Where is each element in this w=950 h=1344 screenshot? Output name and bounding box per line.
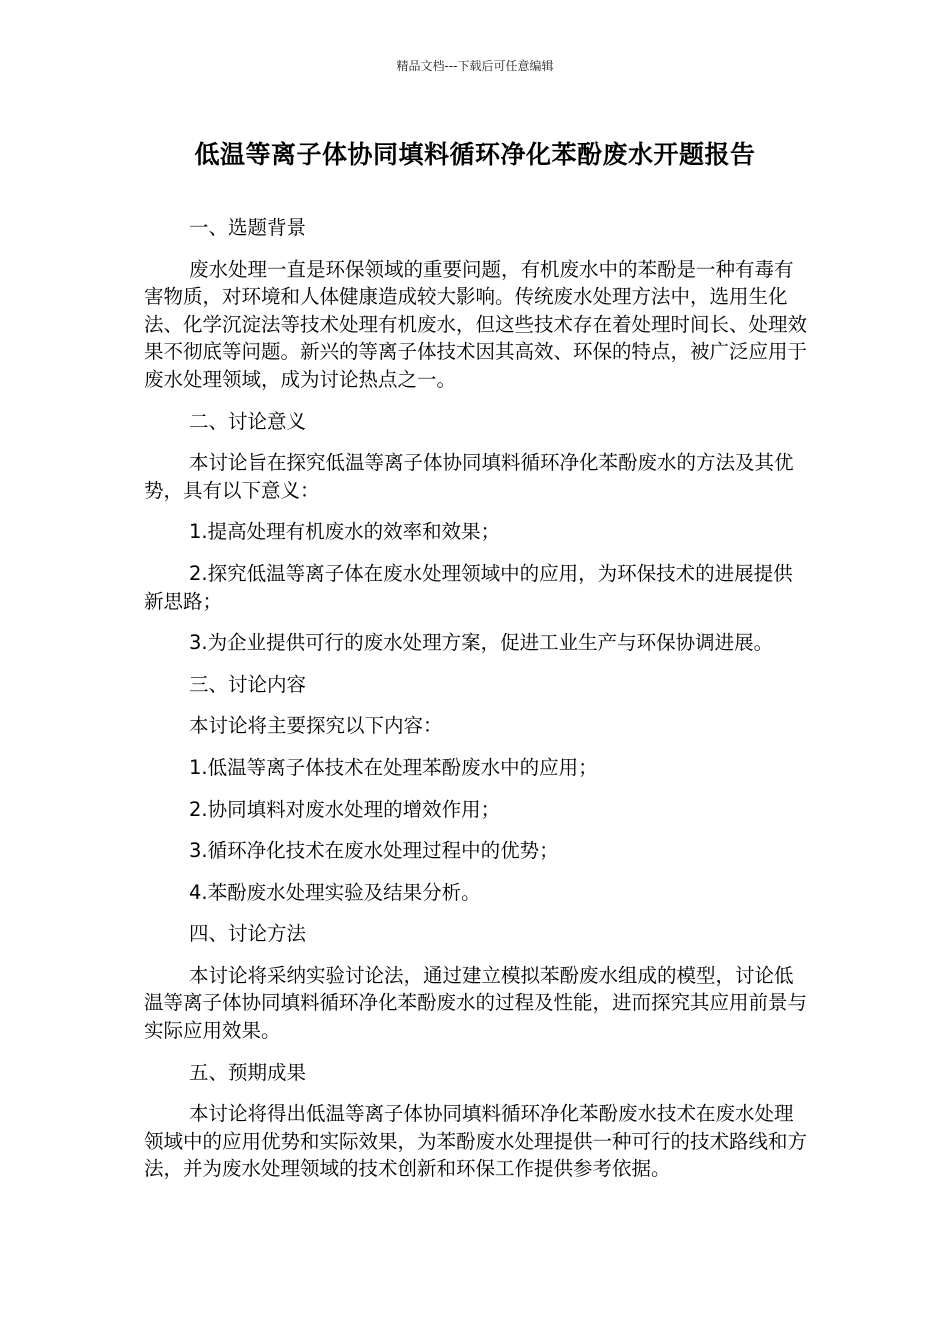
list-item: 3.循环净化技术在废水处理过程中的优势； bbox=[189, 839, 559, 863]
list-item: 2.协同填料对废水处理的增效作用； bbox=[189, 797, 501, 821]
section-heading-content: 三、讨论内容 bbox=[189, 672, 307, 696]
document-body bbox=[144, 214, 809, 1197]
list-item: 1.提高处理有机废水的效率和效果； bbox=[189, 520, 501, 544]
list-item: 1.低温等离子体技术在处理苯酚废水中的应用； bbox=[189, 755, 598, 779]
paragraph-significance-intro: 本讨论旨在探究低温等离子体协同填料循环净化苯酚废水的方法及其优势，具有以下意义： bbox=[144, 451, 794, 502]
section-heading-methods: 四、讨论方法 bbox=[189, 922, 307, 946]
list-item: 2.探究低温等离子体在废水处理领域中的应用，为环保技术的进展提供新思路； bbox=[144, 561, 793, 613]
paragraph-expected-results: 本讨论将得出低温等离子体协同填料循环净化苯酚废水技术在废水处理领域中的应用优势和实际效果，为苯酚废水处理提供一种可行的技术路线和方法，并为废水处理领域的技术创新和环保工作提供参考依据。 bbox=[144, 1102, 808, 1181]
page-header-note: 精品文档---下载后可任意编辑 bbox=[396, 59, 554, 73]
paragraph-content-intro: 本讨论将主要探究以下内容： bbox=[189, 714, 443, 738]
section-heading-expected-results: 五、预期成果 bbox=[189, 1060, 307, 1084]
section-heading-significance: 二、讨论意义 bbox=[189, 409, 307, 433]
list-item: 3.为企业提供可行的废水处理方案，促进工业生产与环保协调进展。 bbox=[189, 631, 774, 655]
section-heading-background: 一、选题背景 bbox=[189, 216, 307, 239]
list-item: 4.苯酚废水处理实验及结果分析。 bbox=[189, 880, 481, 904]
paragraph-background: 废水处理一直是环保领域的重要问题，有机废水中的苯酚是一种有毒有害物质，对环境和人体健康造成较大影响。传统废水处理方法中，选用生化法、化学沉淀法等技术处理有机废水，但这些技术存在着处理时间长、处理效果不彻底等问题。新兴的等离子体技术因其高效、环保的特点，被广泛应用于废水处理领域，成为讨论热点之一。 bbox=[144, 257, 808, 391]
document-title: 低温等离子体协同填料循环净化苯酚废水开题报告 bbox=[194, 140, 756, 169]
paragraph-methods: 本讨论将采纳实验讨论法，通过建立模拟苯酚废水组成的模型，讨论低温等离子体协同填料循环净化苯酚废水的过程及性能，进而探究其应用前景与实际应用效果。 bbox=[144, 963, 808, 1043]
